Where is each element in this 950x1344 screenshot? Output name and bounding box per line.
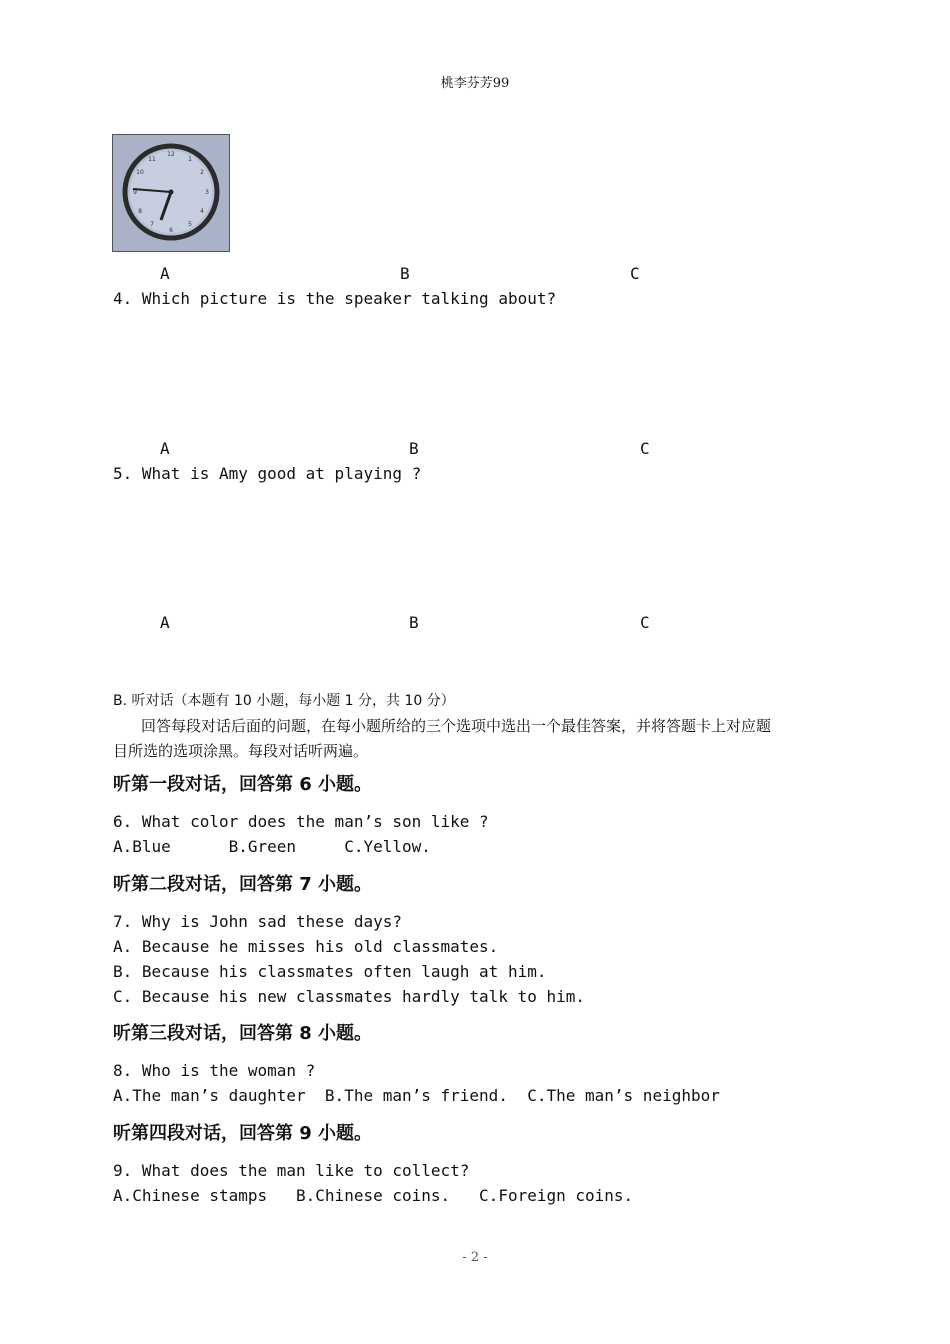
svg-text:9: 9 [133,189,137,196]
question-4: 4. Which picture is the speaker talking about? [113,289,557,308]
svg-text:10: 10 [136,169,144,176]
dialog3-heading: 听第三段对话，回答第 8 小题。 [113,1023,373,1044]
svg-text:4: 4 [200,208,204,215]
svg-text:5: 5 [188,221,192,228]
dialog1-heading: 听第一段对话，回答第 6 小题。 [113,774,373,795]
q7-option-b: B. Because his classmates often laugh at him. [113,962,547,981]
q7-option-a: A. Because he misses his old classmates. [113,937,499,956]
q5-option-a: A [160,613,170,632]
question-7: 7. Why is John sad these days? [113,912,402,931]
svg-text:6: 6 [169,227,173,234]
clock-picture [112,134,230,252]
q9-options: A.Chinese stamps B.Chinese coins. C.Foreign coins. [113,1186,634,1205]
q6-options: A.Blue B.Green C.Yellow. [113,837,431,856]
question-5: 5. What is Amy good at playing ? [113,464,422,483]
q4-option-c: C [640,439,650,458]
section-b-title: B. 听对话（本题有 10 小题，每小题 1 分，共 10 分） [113,693,455,709]
question-9: 9. What does the man like to collect? [113,1161,470,1180]
svg-text:7: 7 [150,221,154,228]
dialog4-heading: 听第四段对话，回答第 9 小题。 [113,1123,373,1144]
q5-option-b: B [409,613,419,632]
svg-text:2: 2 [200,169,204,176]
svg-text:8: 8 [138,208,142,215]
q4-option-b: B [409,439,419,458]
svg-text:11: 11 [148,156,156,163]
svg-text:1: 1 [188,156,192,163]
q8-options: A.The man’s daughter B.The man’s friend. C.The man’s neighbor [113,1086,720,1105]
svg-text:3: 3 [205,189,209,196]
wall-clock-icon [113,135,229,251]
q3-option-b: B [400,264,410,283]
section-b-instruction-line2: 目所选的选项涂黑。每段对话听两遍。 [113,742,369,760]
question-6: 6. What color does the man’s son like ? [113,812,489,831]
q3-option-c: C [630,264,640,283]
q4-option-a: A [160,439,170,458]
q7-option-c: C. Because his new classmates hardly talk to him. [113,987,586,1006]
dialog2-heading: 听第二段对话，回答第 7 小题。 [113,874,373,895]
q3-option-a: A [160,264,170,283]
page-number: - 2 - [462,1250,488,1265]
question-8: 8. Who is the woman ? [113,1061,316,1080]
page-header: 桃李芬芳99 [440,76,510,91]
q5-option-c: C [640,613,650,632]
section-b-instruction-line1: 回答每段对话后面的问题，在每小题所给的三个选项中选出一个最佳答案，并将答题卡上对应题 [141,717,772,735]
svg-text:12: 12 [167,151,175,158]
